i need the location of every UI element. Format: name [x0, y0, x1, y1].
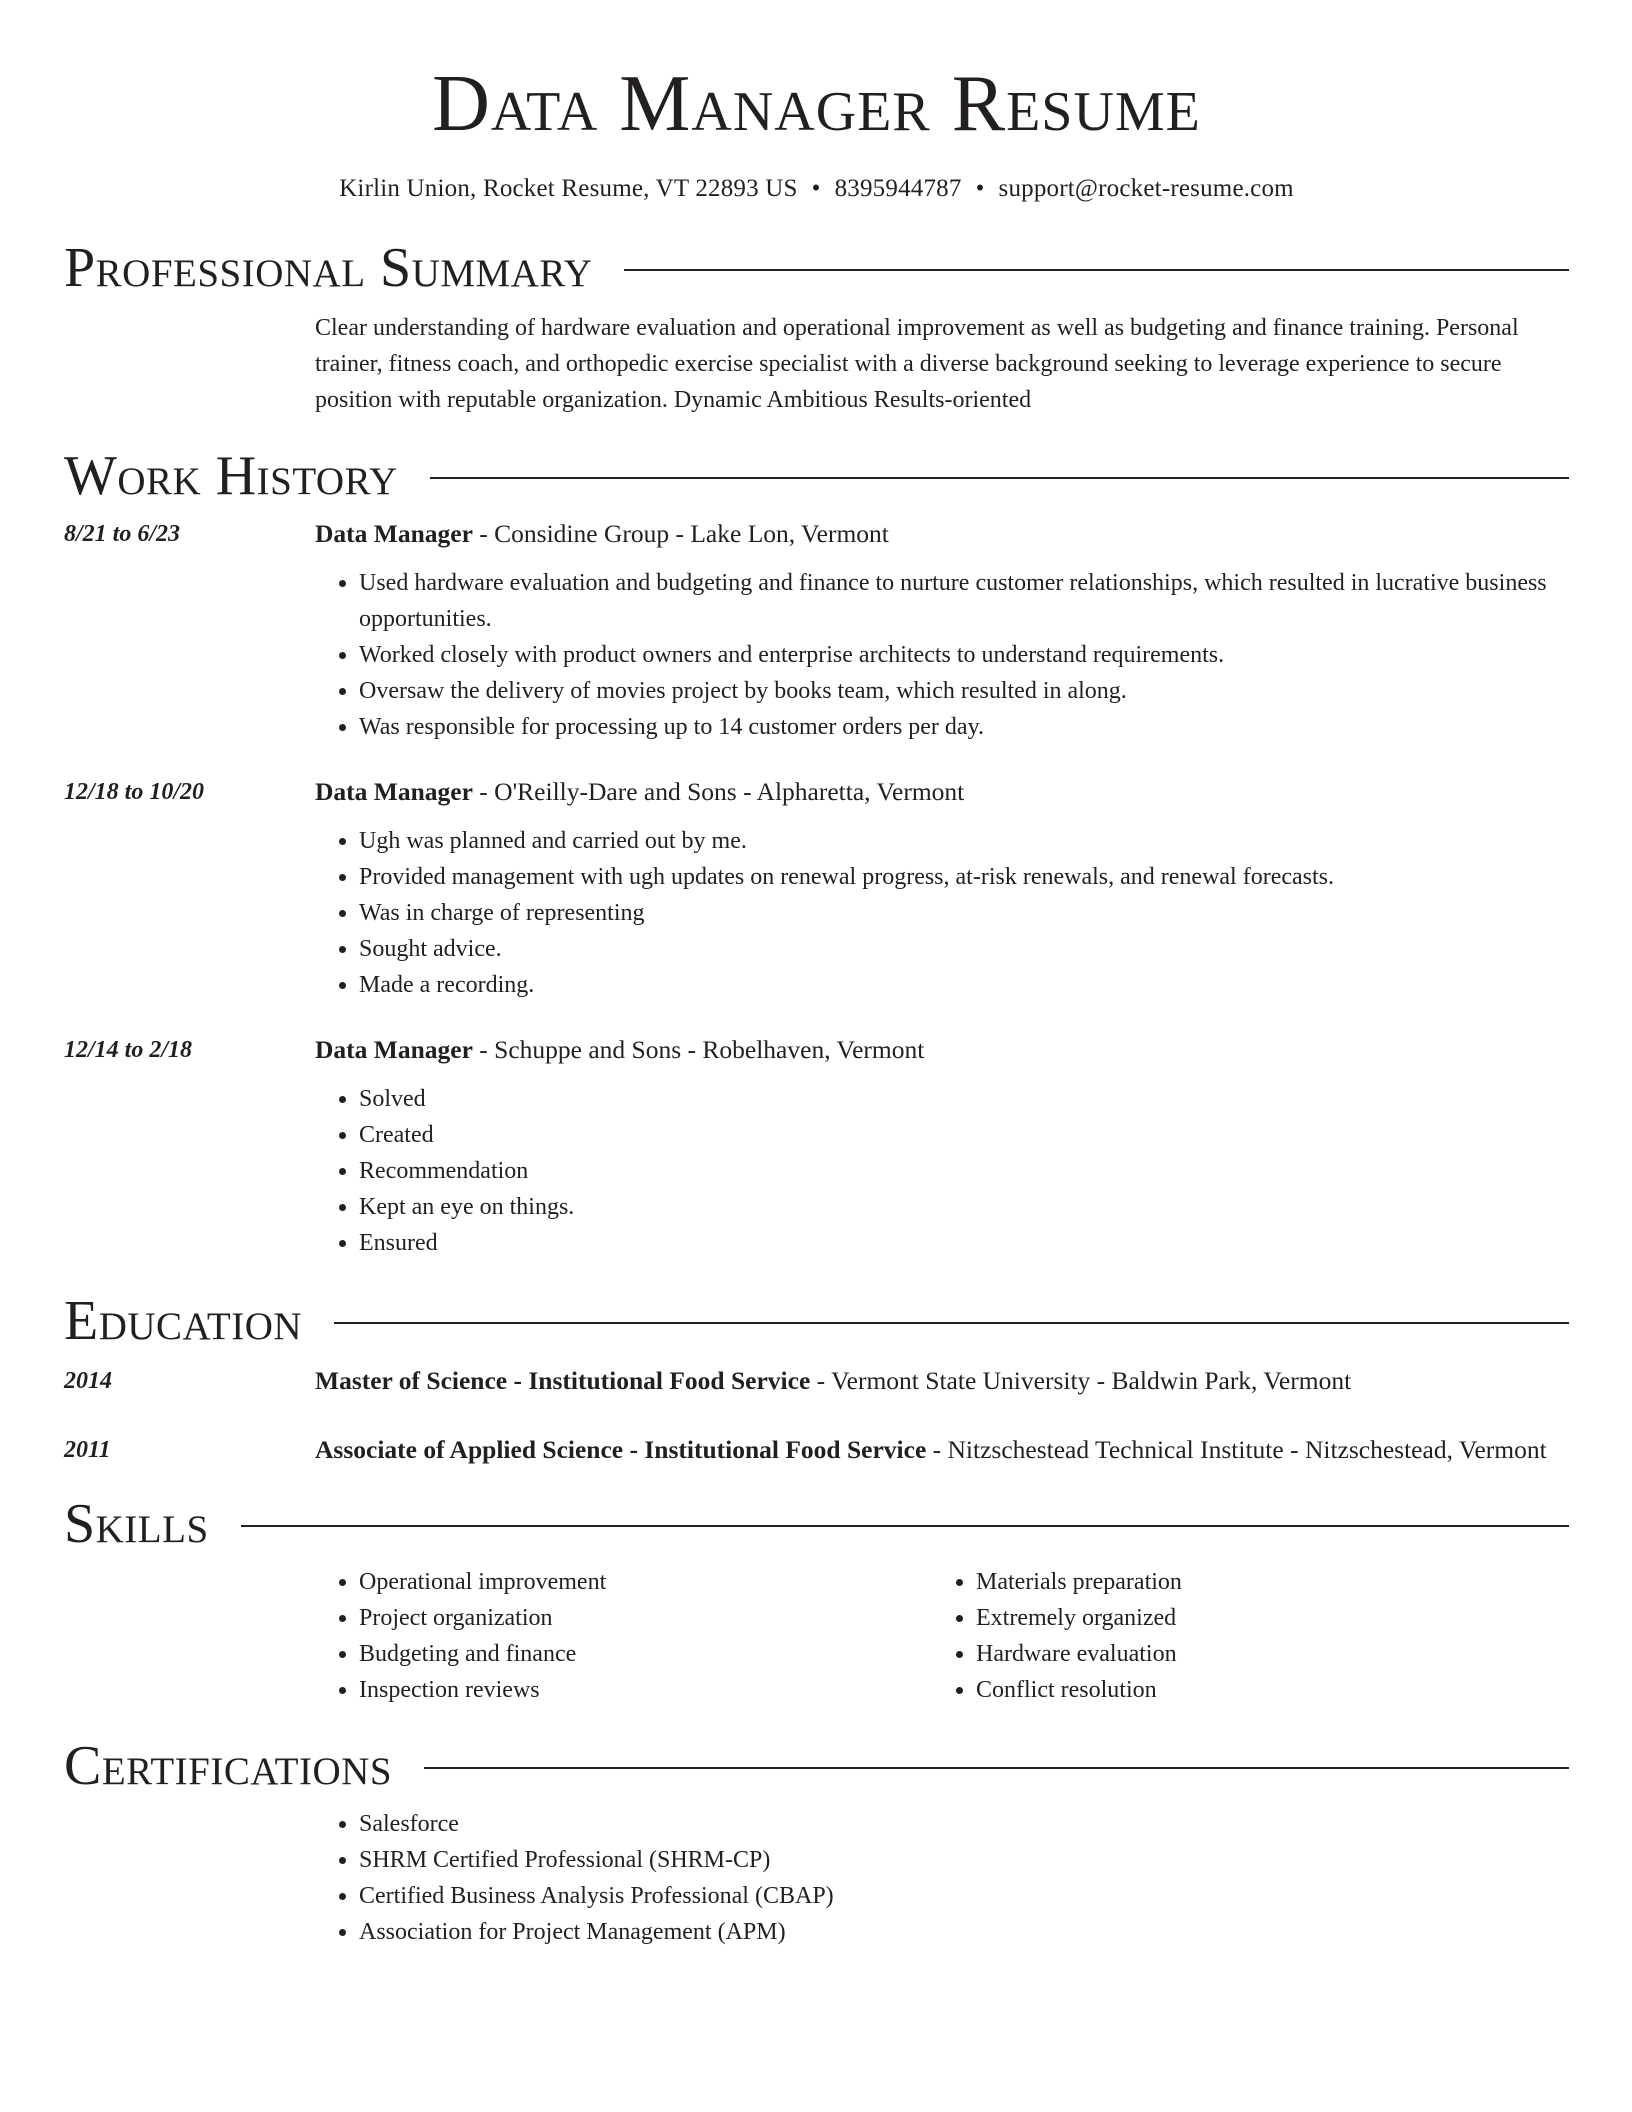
education-heading: Education	[64, 1290, 303, 1352]
skill-item: • Hardware evaluation	[976, 1636, 1549, 1672]
resume-header	[64, 56, 1569, 204]
section-divider	[424, 1767, 1569, 1769]
list-item: • Provided management with ugh updates on renewal progress, at-risk renewals, and renewal forecasts.	[359, 859, 1569, 895]
list-item: • Was in charge of representing	[359, 895, 1569, 931]
education-entry	[64, 1361, 1569, 1401]
job-header	[315, 516, 1569, 552]
job-entry	[64, 774, 1569, 1003]
section-divider	[334, 1322, 1569, 1324]
list-item: • Ugh was planned and carried out by me.	[359, 823, 1569, 859]
education-school: - Vermont State University - Baldwin Park, Vermont	[810, 1366, 1352, 1395]
job-title: Data Manager	[315, 519, 473, 548]
job-header	[315, 1032, 1569, 1068]
summary-heading: Professional Summary	[64, 237, 593, 299]
work-section	[64, 446, 1569, 1261]
list-item: • Solved	[359, 1081, 1569, 1117]
section-divider	[430, 477, 1569, 479]
section-heading	[64, 446, 1569, 506]
job-duties	[315, 1081, 1569, 1261]
contact-address: Kirlin Union, Rocket Resume, VT 22893 US	[339, 175, 798, 202]
certifications-list	[315, 1806, 1569, 1950]
education-school: - Nitzschestead Technical Institute - Nitzschestead, Vermont	[926, 1435, 1547, 1464]
skill-item: • Extremely organized	[976, 1600, 1549, 1636]
section-heading	[64, 1291, 1569, 1351]
education-year: 2011	[64, 1437, 111, 1463]
list-item: • Ensured	[359, 1225, 1569, 1261]
contact-line	[64, 174, 1569, 204]
skill-item: • Operational improvement	[359, 1564, 932, 1600]
summary-text: Clear understanding of hardware evaluation and operational improvement as well as budgeting and finance training. Personal trainer, fitness coach, and orthopedic exercise specialist with a diverse background seeking to leverage experience to secure position with reputable organization. Dynamic Ambitious Results-oriented	[315, 315, 1519, 413]
job-dates: 8/21 to 6/23	[64, 521, 181, 547]
certification-item: • Association for Project Management (APM)	[359, 1914, 1569, 1950]
list-item: • Oversaw the delivery of movies project by books team, which resulted in along.	[359, 673, 1569, 709]
certification-item: • Salesforce	[359, 1806, 1569, 1842]
skill-item: • Inspection reviews	[359, 1672, 932, 1708]
contact-separator: •	[811, 175, 821, 202]
list-item: • Kept an eye on things.	[359, 1189, 1569, 1225]
certification-item: • Certified Business Analysis Professional (CBAP)	[359, 1878, 1569, 1914]
summary-row	[64, 310, 1569, 418]
job-title: Data Manager	[315, 1035, 473, 1064]
summary-section	[64, 238, 1569, 418]
education-entry	[64, 1430, 1569, 1470]
skill-item: • Materials preparation	[976, 1564, 1549, 1600]
section-heading	[64, 238, 1569, 298]
section-heading	[64, 1736, 1569, 1796]
skills-section	[64, 1494, 1569, 1708]
job-duties	[315, 565, 1569, 745]
section-divider	[241, 1525, 1569, 1527]
certifications-section	[64, 1736, 1569, 1950]
job-entry	[64, 1032, 1569, 1261]
list-item: • Created	[359, 1117, 1569, 1153]
section-divider	[624, 269, 1569, 271]
list-item: • Made a recording.	[359, 967, 1569, 1003]
certifications-heading: Certifications	[64, 1735, 393, 1797]
education-degree: Associate of Applied Science - Institutional Food Service	[315, 1435, 927, 1464]
work-heading: Work History	[64, 445, 398, 507]
skills-column-right	[932, 1564, 1549, 1708]
job-dates: 12/14 to 2/18	[64, 1037, 193, 1063]
job-entry	[64, 516, 1569, 745]
contact-separator: •	[975, 175, 985, 202]
document-title: Data Manager Resume	[432, 60, 1201, 148]
skill-item: • Conflict resolution	[976, 1672, 1549, 1708]
contact-email: support@rocket-resume.com	[998, 175, 1294, 202]
skills-heading: Skills	[64, 1493, 209, 1555]
job-title: Data Manager	[315, 777, 473, 806]
education-section	[64, 1291, 1569, 1470]
section-heading	[64, 1494, 1569, 1554]
list-item: • Used hardware evaluation and budgeting and finance to nurture customer relationships, which resulted in lucrative business opportunities.	[359, 565, 1569, 637]
skills-column-left	[315, 1564, 932, 1708]
skill-item: • Budgeting and finance	[359, 1636, 932, 1672]
skills-grid	[315, 1564, 1569, 1708]
job-dates: 12/18 to 10/20	[64, 779, 205, 805]
list-item: • Worked closely with product owners and enterprise architects to understand requirements.	[359, 637, 1569, 673]
job-header	[315, 774, 1569, 810]
list-item: • Sought advice.	[359, 931, 1569, 967]
certification-item: • SHRM Certified Professional (SHRM-CP)	[359, 1842, 1569, 1878]
job-duties	[315, 823, 1569, 1003]
education-year: 2014	[64, 1368, 112, 1394]
job-employer: - Considine Group - Lake Lon, Vermont	[472, 519, 889, 548]
job-employer: - O'Reilly-Dare and Sons - Alpharetta, Vermont	[472, 777, 965, 806]
job-employer: - Schuppe and Sons - Robelhaven, Vermont	[472, 1035, 925, 1064]
skill-item: • Project organization	[359, 1600, 932, 1636]
contact-phone: 8395944787	[834, 175, 962, 202]
list-item: • Recommendation	[359, 1153, 1569, 1189]
education-degree: Master of Science - Institutional Food Service	[315, 1366, 811, 1395]
list-item: • Was responsible for processing up to 14 customer orders per day.	[359, 709, 1569, 745]
